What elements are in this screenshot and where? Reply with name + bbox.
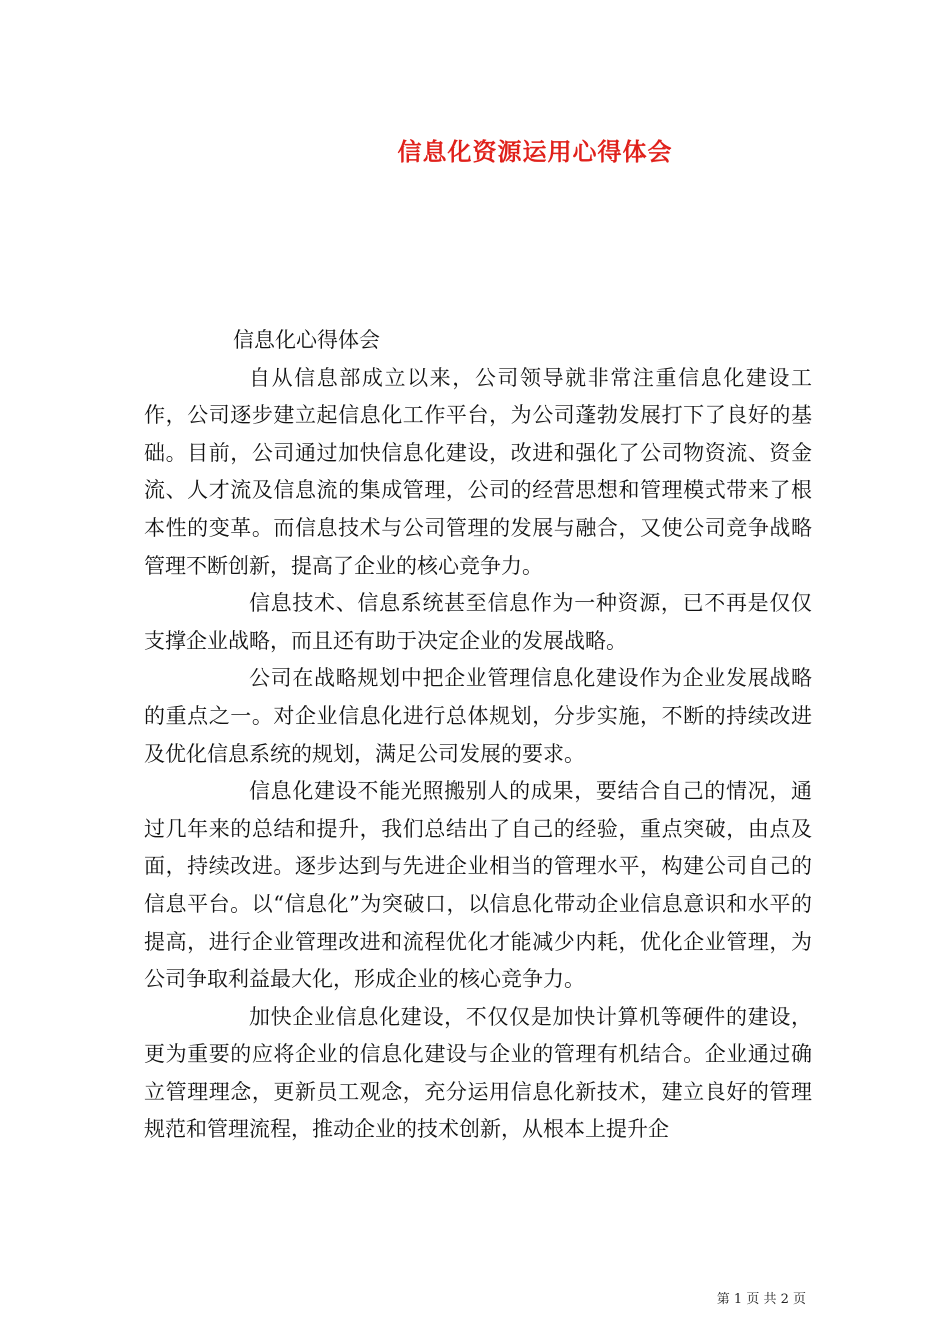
paragraph-2: 信息技术、信息系统甚至信息作为一种资源，已不再是仅仅支撑企业战略，而且还有助于决定企业的发展战略。 — [144, 591, 812, 653]
page-number-footer: 第 1 页 共 2 页 — [716, 1292, 806, 1307]
paragraph-1: 自从信息部成立以来，公司领导就非常注重信息化建设工作，公司逐步建立起信息化工作平台，为公司蓬勃发展打下了良好的基础。目前，公司通过加快信息化建设，改进和强化了公司物资流、资金流、人才流及信息流的集成管理，公司的经营思想和管理模式带来了根本性的变革。而信息技术与公司管理的发展与融合，又使公司竞争战略管理不断创新，提高了企业的核心竞争力。 — [144, 365, 812, 578]
paragraph-3: 公司在战略规划中把企业管理信息化建设作为企业发展战略的重点之一。对企业信息化进行总体规划，分步实施，不断的持续改进及优化信息系统的规划，满足公司发展的要求。 — [144, 666, 812, 766]
document-body — [144, 322, 812, 1149]
section-subheading: 信息化心得体会 — [233, 328, 380, 352]
paragraph-5: 加快企业信息化建设，不仅仅是加快计算机等硬件的建设，更为重要的应将企业的信息化建设与企业的管理有机结合。企业通过确立管理理念，更新员工观念，充分运用信息化新技术，建立良好的管理规范和管理流程，推动企业的技术创新，从根本上提升企 — [144, 1004, 812, 1142]
paragraph-4: 信息化建设不能光照搬别人的成果，要结合自己的情况，通过几年来的总结和提升，我们总结出了自己的经验，重点突破，由点及面，持续改进。逐步达到与先进企业相当的管理水平，构建公司自己的信息平台。以“信息化”为突破口，以信息化带动企业信息意识和水平的提高，进行企业管理改进和流程优化才能减少内耗，优化企业管理，为公司争取利益最大化，形成企业的核心竞争力。 — [144, 779, 812, 992]
document-title: 信息化资源运用心得体会 — [397, 138, 673, 166]
